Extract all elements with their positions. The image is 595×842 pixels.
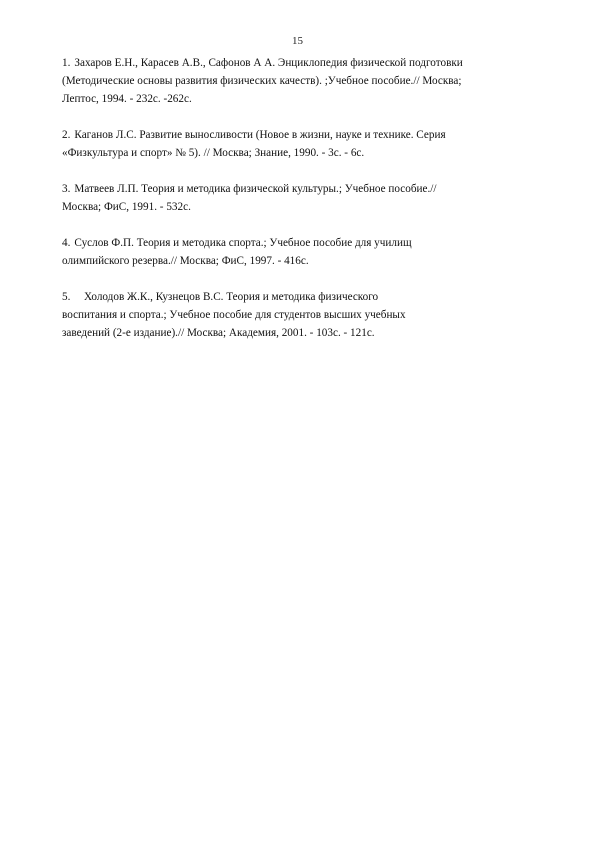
reference-line: (Методические основы развития физических качеств). ;Учебное пособие.// Москва; <box>62 75 462 87</box>
reference-line: «Физкультура и спорт» № 5). // Москва; Знание, 1990. - 3с. - 6с. <box>62 147 365 159</box>
reference-line <box>62 288 552 306</box>
reference-line <box>62 54 552 72</box>
reference-text: Холодов Ж.К., Кузнецов В.С. Теория и методика физического <box>84 291 379 303</box>
reference-text: Захаров Е.Н., Карасев А.В., Сафонов А А. Энциклопедия физической подготовки <box>74 57 463 69</box>
reference-item-3 <box>62 180 552 216</box>
reference-line <box>62 180 552 198</box>
reference-line: Москва; ФиС, 1991. - 532с. <box>62 201 191 213</box>
reference-number: 2. <box>62 129 71 141</box>
reference-line: олимпийского резерва.// Москва; ФиС, 1997. - 416с. <box>62 255 309 267</box>
reference-line: заведений (2-е издание).// Москва; Академия, 2001. - 103с. - 121с. <box>62 327 375 339</box>
reference-item-5 <box>62 288 552 342</box>
reference-number: 3. <box>62 183 71 195</box>
reference-text: Каганов Л.С. Развитие выносливости (Новое в жизни, науке и технике. Серия <box>74 129 446 141</box>
reference-text: Матвеев Л.П. Теория и методика физической культуры.; Учебное пособие.// <box>74 183 437 195</box>
reference-item-2 <box>62 126 552 162</box>
reference-item-4 <box>62 234 552 270</box>
reference-number: 1. <box>62 57 71 69</box>
reference-line: воспитания и спорта.; Учебное пособие для студентов высших учебных <box>62 309 406 321</box>
reference-line: Лептос, 1994. - 232с. -262с. <box>62 93 192 105</box>
reference-number: 5. <box>62 291 71 303</box>
page-number: 15 <box>292 35 303 47</box>
reference-line <box>62 126 552 144</box>
reference-item-1 <box>62 54 552 108</box>
reference-text: Суслов Ф.П. Теория и методика спорта.; Учебное пособие для училищ <box>74 237 412 249</box>
reference-list <box>62 54 552 360</box>
reference-number: 4. <box>62 237 71 249</box>
reference-line <box>62 234 552 252</box>
